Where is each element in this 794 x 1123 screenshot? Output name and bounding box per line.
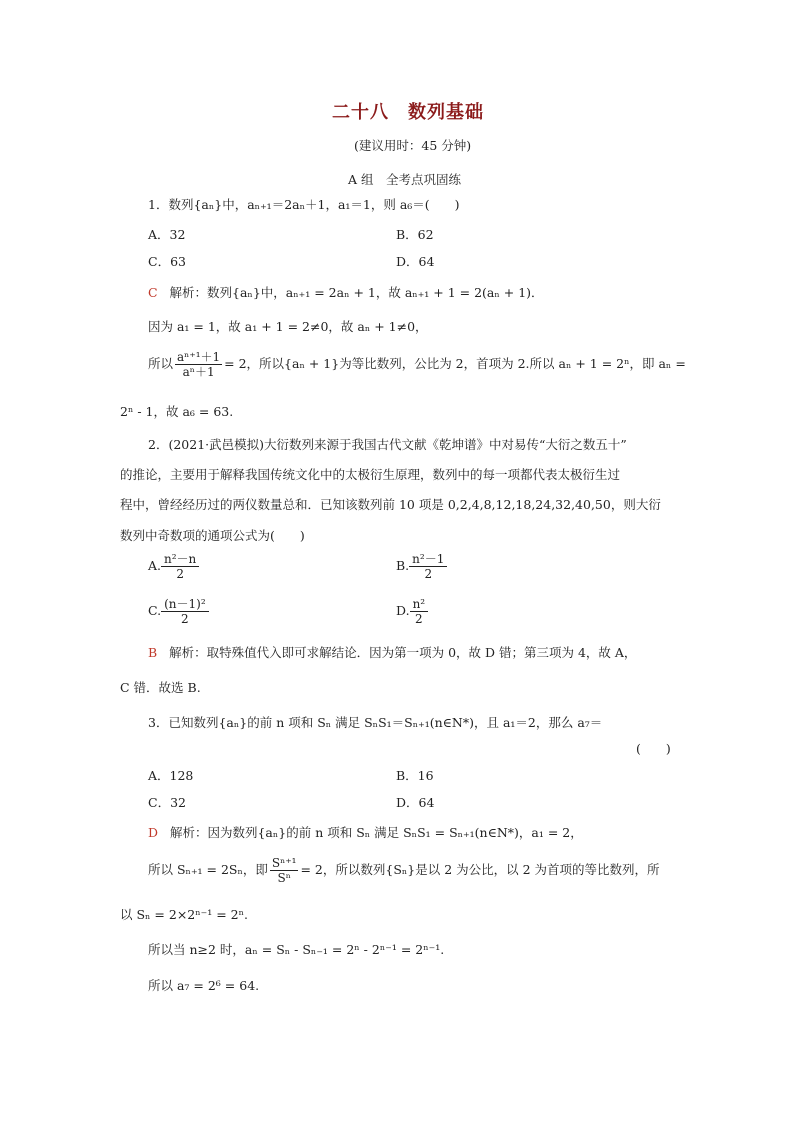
q2-option-a <box>148 552 199 581</box>
q1-analysis-line3 <box>148 350 686 379</box>
q3-analysis-line2 <box>148 856 660 885</box>
q2-option-b <box>396 552 447 581</box>
q2-option-a-label: A. <box>148 558 162 573</box>
q2-option-c-fraction <box>161 597 209 626</box>
q3-option-a: A．128 <box>148 768 194 783</box>
q3-fraction-denominator: Sⁿ <box>277 871 291 885</box>
q1-fraction-denominator: aⁿ＋1 <box>182 365 215 379</box>
q2-option-b-label: B. <box>396 558 410 573</box>
q3-stem: 3．已知数列{aₙ}的前 n 项和 Sₙ 满足 SₙS₁＝Sₙ₊₁(n∈N*)，且 a₁＝2，那么 a₇＝ <box>148 715 603 730</box>
q2-answer-key: B <box>148 645 158 660</box>
q3-line2-suffix: = 2，所以数列{Sₙ}是以 2 为公比，以 2 为首项的等比数列，所 <box>300 862 660 877</box>
q1-line3-prefix: 所以 <box>148 356 174 371</box>
q3-option-c: C．32 <box>148 795 186 810</box>
q1-option-b: B．62 <box>396 227 434 242</box>
q1-analysis <box>148 285 544 301</box>
q3-option-b: B．16 <box>396 768 434 783</box>
q2-option-b-denominator: 2 <box>424 567 433 581</box>
q2-option-d-label: D. <box>396 603 410 618</box>
q2-option-c <box>148 597 209 626</box>
q2-option-c-label: C. <box>148 603 162 618</box>
q1-analysis-line1: 数列{aₙ}中，aₙ₊₁ = 2aₙ + 1，故 aₙ₊₁ + 1 = 2(aₙ + 1)． <box>207 285 544 300</box>
q3-line2-prefix: 所以 Sₙ₊₁ = 2Sₙ，即 <box>148 862 268 877</box>
q2-option-a-denominator: 2 <box>176 567 184 581</box>
q3-analysis-line3: 以 Sₙ = 2×2ⁿ⁻¹ = 2ⁿ. <box>120 907 249 922</box>
q3-analysis-line4: 所以当 n≥2 时，aₙ = Sₙ - Sₙ₋₁ = 2ⁿ - 2ⁿ⁻¹ = 2ⁿ⁻¹. <box>148 942 445 957</box>
q1-option-c: C．63 <box>148 254 186 269</box>
q2-stem-line3: 程中，曾经经历过的两仪数量总和．已知该数列前 10 项是 0,2,4,8,12,18,24,32,40,50，则大衍 <box>120 497 661 512</box>
q3-fraction <box>270 856 299 885</box>
q2-option-b-fraction <box>409 552 447 581</box>
q3-option-d: D．64 <box>396 795 435 810</box>
q1-analysis-label: 解析： <box>169 285 208 300</box>
q1-answer-key: C <box>148 285 158 300</box>
q3-analysis-line5: 所以 a₇ = 2⁶ = 64. <box>148 978 260 993</box>
q2-option-a-numerator: n²－n <box>161 552 199 567</box>
q1-option-d: D．64 <box>396 254 435 269</box>
q2-option-c-denominator: 2 <box>181 612 189 626</box>
q1-fraction <box>175 350 222 379</box>
q1-line3-suffix: = 2，所以{aₙ + 1}为等比数列，公比为 2，首项为 2.所以 aₙ + 1 = 2ⁿ，即 aₙ = <box>224 356 686 371</box>
q3-answer-key: D <box>148 825 159 840</box>
q3-analysis <box>148 825 583 841</box>
group-label: A 组 全考点巩固练 <box>348 172 462 187</box>
q2-stem-line2: 的推论，主要用于解释我国传统文化中的太极衍生原理，数列中的每一项都代表太极衍生过 <box>120 467 621 482</box>
q2-analysis <box>148 645 636 661</box>
q1-fraction-numerator: aⁿ⁺¹＋1 <box>177 350 221 364</box>
time-hint: (建议用时：45 分钟) <box>354 138 472 153</box>
q3-answer-paren: ( ) <box>636 741 671 756</box>
q2-option-d-denominator: 2 <box>415 612 423 626</box>
q2-stem-line4: 数列中奇数项的通项公式为( ) <box>120 528 305 543</box>
q2-option-d-fraction <box>410 597 429 626</box>
q1-option-a: A．32 <box>148 227 186 242</box>
q2-analysis-line1: 解析：取特殊值代入即可求解结论．因为第一项为 0，故 D 错；第三项为 4，故 A， <box>169 645 637 660</box>
q2-option-c-numerator: (n－1)² <box>161 597 209 612</box>
q1-stem: 1．数列{aₙ}中，aₙ₊₁＝2aₙ＋1，a₁＝1，则 a₆＝( ) <box>148 197 460 212</box>
q2-option-d-numerator: n² <box>410 597 429 612</box>
q1-analysis-line4: 2ⁿ - 1，故 a₆ = 63. <box>120 404 234 419</box>
q3-analysis-line1: 解析：因为数列{aₙ}的前 n 项和 Sₙ 满足 SₙS₁ = Sₙ₊₁(n∈N*)，a₁ = 2， <box>169 825 583 840</box>
q2-option-d <box>396 597 428 626</box>
q2-analysis-line2: C 错．故选 B. <box>120 680 201 695</box>
q3-fraction-numerator: Sⁿ⁺¹ <box>271 856 297 870</box>
q2-option-b-numerator: n²－1 <box>409 552 447 567</box>
q2-stem-line1: 2．(2021·武邑模拟)大衍数列来源于我国古代文献《乾坤谱》中对易传“大衍之数五十” <box>148 437 627 452</box>
q1-analysis-line2: 因为 a₁ = 1，故 a₁ + 1 = 2≠0，故 aₙ + 1≠0， <box>148 319 428 334</box>
page-title: 二十八 数列基础 <box>332 102 484 123</box>
q2-option-a-fraction <box>161 552 199 581</box>
